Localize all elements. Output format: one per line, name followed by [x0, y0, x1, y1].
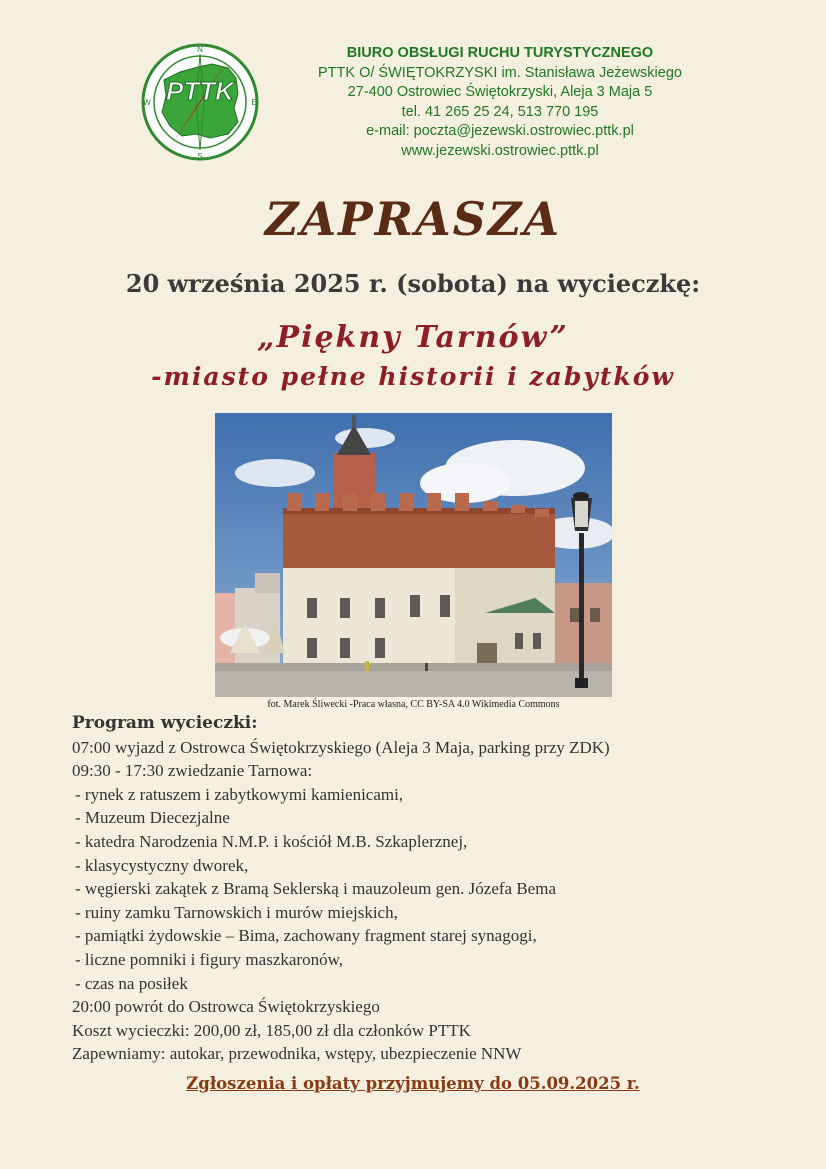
pttk-logo [140, 42, 260, 162]
program-departure: 07:00 wyjazd z Ostrowca Świętokrzyskiego (Aleja 3 Maja, parking przy ZDK) [72, 737, 610, 757]
trip-title: „Piękny Tarnów” [257, 320, 569, 355]
compass-e: E [251, 98, 257, 107]
list-item: - rynek z ratuszem i zabytkowymi kamienicami, [75, 784, 404, 804]
photo-credit: fot. Marek Śliwecki -Praca własna, CC BY-SA 4.0 Wikimedia Commons [267, 699, 560, 710]
trip-date: 20 września 2025 r. (sobota) na wycieczkę: [125, 269, 701, 298]
office-email[interactable]: e-mail: poczta@jezewski.ostrowiec.pttk.pl [366, 123, 634, 140]
program-cost: Koszt wycieczki: 200,00 zł, 185,00 zł dla członków PTTK [72, 1020, 471, 1040]
registration-deadline: Zgłoszenia i opłaty przyjmujemy do 05.09.2025 r. [186, 1074, 640, 1093]
trip-program [72, 712, 772, 1066]
list-item: - katedra Narodzenia N.M.P. i kościół M.B. Szkaplerznej, [75, 831, 468, 851]
office-branch: PTTK O/ ŚWIĘTOKRZYSKI im. Stanisława Jeżewskiego [318, 64, 682, 81]
compass-s: S [197, 152, 203, 161]
headline: ZAPRASZA [264, 192, 562, 246]
office-header [270, 44, 730, 162]
office-phone: tel. 41 265 25 24, 513 770 195 [401, 103, 599, 120]
trip-subtitle: -miasto pełne historii i zabytków [151, 362, 675, 391]
list-item: - klasycystyczny dworek, [75, 855, 249, 875]
logo-text: PTTK [166, 76, 234, 106]
office-website[interactable]: www.jezewski.ostrowiec.pttk.pl [401, 142, 599, 159]
compass-w: W [143, 98, 151, 107]
town-hall-photo [215, 413, 612, 697]
list-item: - pamiątki żydowskie – Bima, zachowany fragment starej synagogi, [75, 926, 537, 946]
program-included: Zapewniamy: autokar, przewodnika, wstępy, ubezpieczenie NNW [72, 1044, 522, 1064]
office-address: 27-400 Ostrowiec Świętokrzyski, Aleja 3 Maja 5 [347, 84, 653, 101]
list-item: - czas na posiłek [75, 973, 188, 993]
list-item: - Muzeum Diecezjalne [75, 808, 230, 828]
program-return: 20:00 powrót do Ostrowca Świętokrzyskiego [72, 997, 380, 1017]
program-sightseeing: 09:30 - 17:30 zwiedzanie Tarnowa: [72, 761, 313, 781]
list-item: - ruiny zamku Tarnowskich i murów miejskich, [75, 902, 398, 922]
program-heading: Program wycieczki: [72, 713, 258, 733]
office-title: BIURO OBSŁUGI RUCHU TURYSTYCZNEGO [346, 45, 654, 61]
list-item: - węgierski zakątek z Bramą Seklerską i mauzoleum gen. Józefa Bema [75, 879, 556, 899]
compass-n: N [197, 45, 203, 54]
list-item: - liczne pomniki i figury maszkaronów, [75, 949, 343, 969]
